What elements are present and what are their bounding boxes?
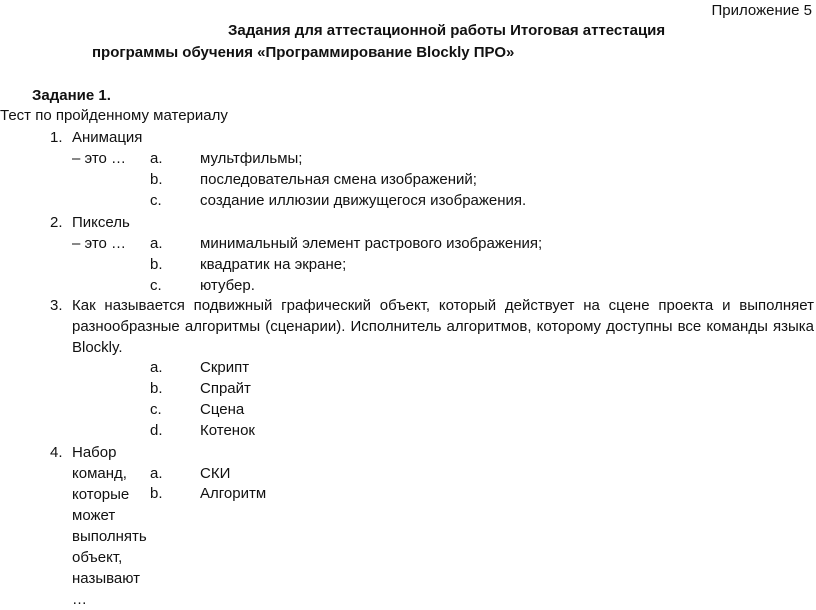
question-text: Пиксель – это …	[72, 214, 130, 252]
option-letter: b.	[150, 380, 163, 397]
option-letter: c.	[150, 277, 162, 294]
option-letter: b.	[150, 256, 163, 273]
option-letter: a.	[150, 359, 163, 376]
option-text: Алгоритм	[200, 485, 267, 502]
task-heading: Задание 1.	[32, 87, 111, 104]
option-letter: c.	[150, 401, 162, 418]
option-letter: b.	[150, 485, 163, 502]
option-text: Сцена	[200, 401, 245, 418]
question-text: Как называется подвижный графический объект, который действует на сцене проекта и выполняет разнообразные алгоритмы (сценарии). Исполнитель алгоритмов, которому доступны все команды языка Blockly.	[72, 297, 814, 356]
option-letter: d.	[150, 422, 163, 439]
option-text: мультфильмы;	[200, 150, 303, 167]
option-text: создание иллюзии движущегося изображения.	[200, 192, 527, 209]
option-letter: a.	[150, 150, 163, 167]
question-text: Анимация – это …	[72, 129, 143, 167]
question-number: 3.	[50, 297, 63, 314]
option-text: Скрипт	[200, 359, 250, 376]
option-text: последовательная смена изображений;	[200, 171, 477, 188]
option-text: СКИ	[200, 465, 231, 482]
option-letter: a.	[150, 235, 163, 252]
intro-text: Тест по пройденному материалу	[0, 107, 228, 124]
option-letter: c.	[150, 192, 162, 209]
title-line-1: Задания для аттестационной работы Итоговая аттестация	[228, 22, 666, 39]
question-number: 4.	[50, 444, 63, 461]
question-number: 1.	[50, 129, 63, 146]
appendix-label: Приложение 5	[711, 2, 812, 19]
option-letter: a.	[150, 465, 163, 482]
title-line-2: программы обучения «Программирование Blockly ПРО»	[92, 44, 515, 61]
question-text: Набор команд, которые может выполнять объект, называют …	[72, 444, 147, 608]
option-text: квадратик на экране;	[200, 256, 347, 273]
option-text: ютубер.	[200, 277, 255, 294]
question-number: 2.	[50, 214, 63, 231]
option-text: Котенок	[200, 422, 255, 439]
option-text: Спрайт	[200, 380, 251, 397]
option-text: минимальный элемент растрового изображения;	[200, 235, 543, 252]
option-letter: b.	[150, 171, 163, 188]
